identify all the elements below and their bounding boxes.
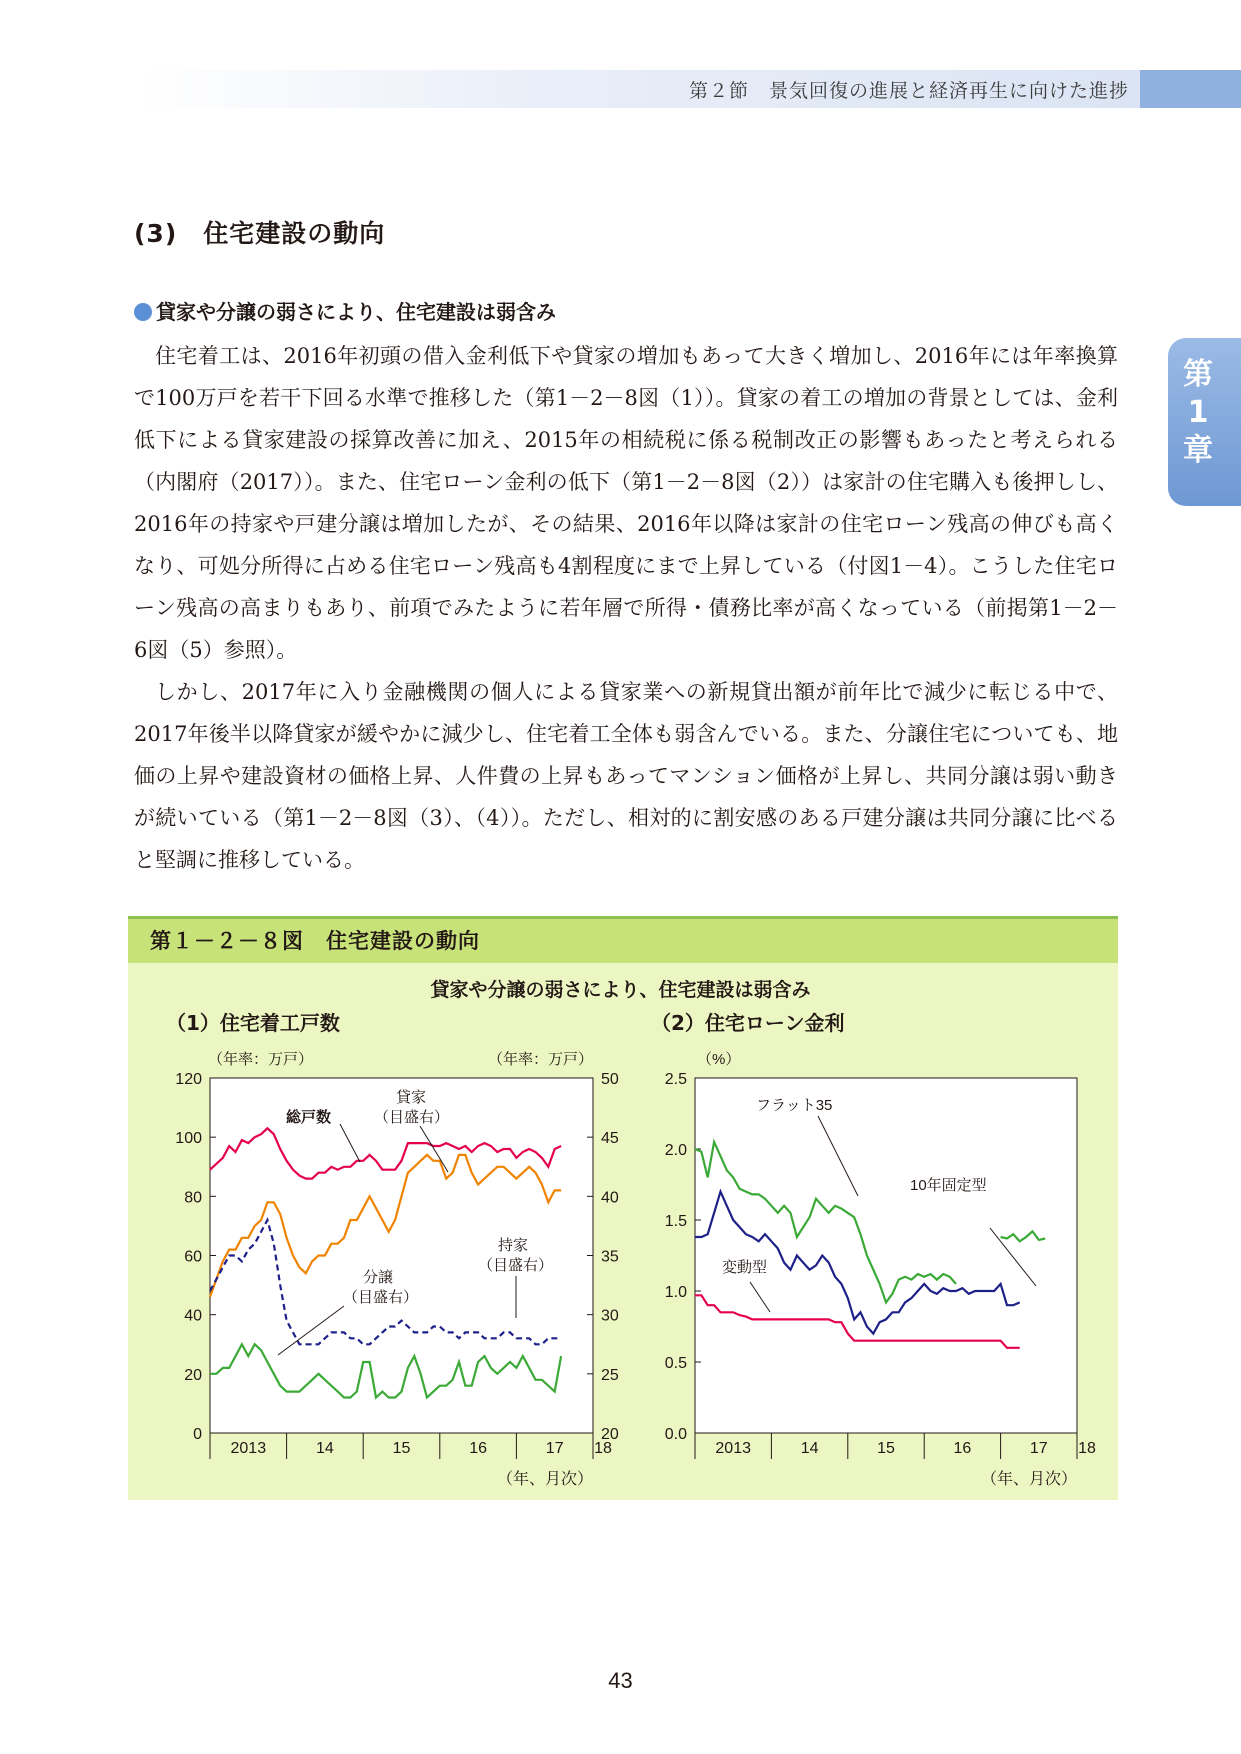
annotation-fixed10: 10年固定型: [910, 1177, 987, 1194]
y2-tick-label: 20: [601, 1426, 619, 1443]
chart1-title: （1）住宅着工戸数: [166, 1011, 340, 1035]
y-tick-label: 60: [184, 1248, 202, 1266]
y-tick-label: 1.0: [664, 1284, 687, 1301]
section-heading: (3) 住宅建設の動向: [134, 219, 386, 248]
annotation-flat35: フラット35: [756, 1097, 833, 1114]
annotation-sale-axis: （目盛右）: [343, 1289, 419, 1306]
sub-heading-text: 貸家や分譲の弱さにより、住宅建設は弱含み: [156, 300, 556, 324]
figure-title: 第１－２－８図 住宅建設の動向: [150, 929, 480, 953]
x-tick-label: 17: [545, 1440, 564, 1457]
x-tick-label: 18: [594, 1440, 612, 1457]
y-tick-label: 2.5: [664, 1071, 687, 1088]
x-tick-label: 14: [800, 1440, 819, 1457]
y-axis-label: （年率：万戸）: [208, 1051, 314, 1068]
paragraph: しかし、2017年に入り金融機関の個人による貸家業への新規貸出額が前年比で減少に転じる中で、2017年後半以降貸家が緩やかに減少し、住宅着工全体も弱含んでいる。また、分譲住宅についても、地価の上昇や建設資材の価格上昇、人件費の上昇もあってマンション価格が上昇し、共同分譲は弱い動きが続いている（第1－2－8図（3）、（4））。ただし、相対的に割安感のある戸建分譲は共同分譲に比べると堅調に推移している。: [134, 680, 1118, 872]
y-tick-label: 0.5: [664, 1355, 687, 1372]
annotation-owner: 持家: [498, 1237, 529, 1254]
x-tick-label: 17: [1029, 1440, 1048, 1457]
chapter-tab-line3: 章: [1183, 433, 1213, 468]
y2-tick-label: 30: [601, 1307, 619, 1325]
annotation-rental-axis: （目盛右）: [374, 1109, 450, 1126]
annotation-owner-axis: （目盛右）: [478, 1257, 554, 1274]
annotation-rental: 貸家: [396, 1089, 427, 1106]
figure-subtitle: 貸家や分譲の弱さにより、住宅建設は弱含み: [430, 979, 811, 1001]
x-axis-label: （年、月次）: [496, 1471, 593, 1488]
annotation-variable: 変動型: [722, 1259, 768, 1276]
y-axis-label: （%）: [697, 1051, 741, 1068]
y-tick-label: 40: [184, 1307, 202, 1325]
y2-tick-label: 35: [601, 1248, 619, 1266]
page-number: 43: [608, 1668, 633, 1693]
annotation-sale: 分譲: [363, 1269, 394, 1286]
y2-axis-label: （年率：万戸）: [488, 1051, 594, 1068]
y-tick-label: 0.0: [664, 1426, 687, 1443]
x-tick-label: 2013: [715, 1440, 751, 1457]
x-tick-label: 2013: [230, 1440, 267, 1457]
y-tick-label: 80: [184, 1189, 202, 1207]
x-tick-label: 16: [469, 1440, 487, 1457]
y-tick-label: 120: [175, 1071, 202, 1088]
running-header: 第２節 景気回復の進展と経済再生に向けた進捗: [688, 80, 1129, 102]
y-tick-label: 20: [184, 1366, 202, 1384]
plot-area: [695, 1078, 1077, 1433]
x-axis-label: （年、月次）: [980, 1471, 1077, 1488]
y2-tick-label: 25: [601, 1366, 619, 1384]
x-tick-label: 15: [877, 1440, 895, 1457]
y2-tick-label: 50: [601, 1071, 619, 1088]
y-tick-label: 1.5: [664, 1213, 687, 1230]
chart2-title: （2）住宅ローン金利: [651, 1011, 845, 1035]
annotation-total: 総戸数: [286, 1109, 332, 1126]
chapter-tab-line1: 第: [1183, 357, 1213, 392]
y2-tick-label: 40: [601, 1189, 619, 1207]
x-tick-label: 18: [1078, 1440, 1096, 1457]
y-tick-label: 100: [175, 1130, 202, 1148]
chapter-tab-line2: 1: [1187, 395, 1209, 430]
x-tick-label: 16: [953, 1440, 972, 1457]
y-tick-label: 2.0: [664, 1142, 687, 1159]
y-tick-label: 0: [193, 1426, 202, 1443]
x-tick-label: 14: [316, 1440, 334, 1457]
paragraph: 住宅着工は、2016年初頭の借入金利低下や貸家の増加もあって大きく増加し、2016年には年率換算で100万戸を若干下回る水準で推移した（第1－2－8図（1））。貸家の着工の増加の背景としては、金利低下による貸家建設の採算改善に加え、2015年の相続税に係る税制改正の影響もあったと考えられる（内閣府（2017））。また、住宅ローン金利の低下（第1－2－8図（2））は家計の住宅購入も後押しし、2016年の持家や戸建分譲は増加したが、その結果、2016年以降は家計の住宅ローン残高の伸びも高くなり、可処分所得に占める住宅ローン残高も4割程度にまで上昇している（付図1－4）。こうした住宅ローン残高の高まりもあり、前項でみたように若年層で所得・債務比率が高くなっている（前掲第1－2－6図（5）参照）。: [134, 344, 1118, 662]
y2-tick-label: 45: [601, 1130, 619, 1148]
x-tick-label: 15: [392, 1440, 411, 1457]
